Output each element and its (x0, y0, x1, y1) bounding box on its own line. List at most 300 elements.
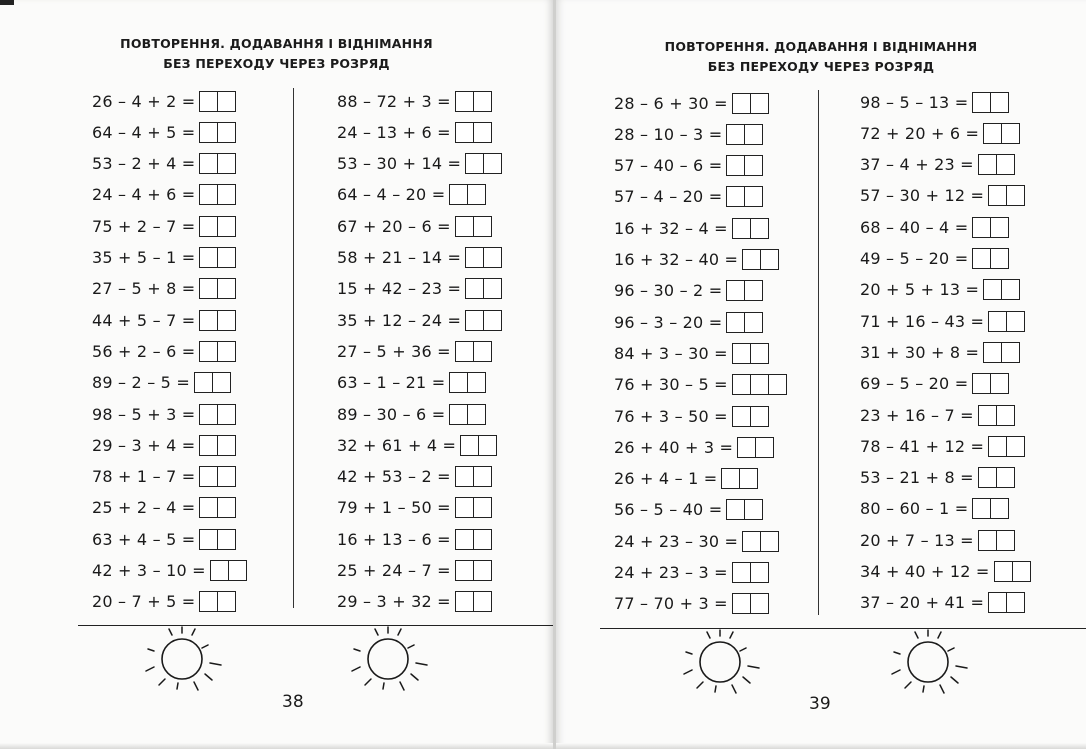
exercise-row (92, 434, 236, 456)
answer-digit-cell[interactable] (473, 123, 491, 142)
exercise-row (92, 466, 236, 488)
sun-icon (132, 625, 232, 705)
exercise-row (860, 561, 1031, 583)
title-line-2: БЕЗ ПЕРЕХОДУ ЧЕРЕЗ РОЗРЯД (163, 56, 390, 71)
answer-digit-cell[interactable] (738, 438, 755, 457)
exercise-row (860, 529, 1015, 551)
answer-digit-cell[interactable] (1006, 437, 1024, 456)
exercise-expression: 35 + 5 – 1 = (92, 248, 196, 267)
answer-digit-cell[interactable] (450, 405, 467, 424)
answer-digit-cell[interactable] (473, 467, 491, 486)
answer-box[interactable] (978, 405, 1015, 426)
exercise-expression: 64 – 4 + 5 = (92, 122, 196, 142)
exercise-expression: 57 – 40 – 6 = (614, 156, 723, 176)
answer-digit-cell[interactable] (1001, 343, 1019, 362)
exercise-row (860, 435, 1025, 457)
exercise-expression: 20 + 5 + 13 = (860, 280, 980, 300)
answer-box[interactable] (732, 374, 787, 395)
answer-digit-cell[interactable] (768, 375, 786, 394)
answer-digit-cell[interactable] (973, 218, 990, 237)
answer-box[interactable] (726, 280, 763, 301)
answer-box[interactable] (455, 466, 492, 487)
answer-box[interactable] (199, 404, 236, 425)
answer-digit-cell[interactable] (744, 125, 762, 144)
exercise-row (92, 121, 236, 143)
answer-digit-cell[interactable] (990, 218, 1008, 237)
answer-digit-cell[interactable] (217, 154, 235, 173)
answer-digit-cell[interactable] (727, 500, 744, 519)
answer-digit-cell[interactable] (483, 311, 501, 330)
title-line-2: БЕЗ ПЕРЕХОДУ ЧЕРЕЗ РОЗРЯД (707, 59, 935, 74)
answer-box[interactable] (726, 312, 763, 333)
answer-digit-cell[interactable] (200, 530, 217, 549)
answer-box[interactable] (199, 591, 236, 612)
answer-digit-cell[interactable] (722, 469, 739, 488)
answer-digit-cell[interactable] (450, 185, 467, 204)
exercise-row (614, 155, 763, 177)
answer-box[interactable] (983, 123, 1020, 144)
answer-digit-cell[interactable] (744, 156, 762, 175)
exercise-expression: 57 – 4 – 20 = (614, 187, 723, 207)
exercise-expression: 63 – 1 – 21 = (337, 373, 446, 393)
answer-digit-cell[interactable] (217, 123, 235, 142)
answer-digit-cell[interactable] (217, 217, 235, 236)
answer-digit-cell[interactable] (973, 249, 990, 268)
answer-box[interactable] (199, 216, 236, 237)
answer-digit-cell[interactable] (990, 499, 1008, 518)
exercise-row (860, 216, 1009, 238)
exercise-expression: 15 + 42 – 23 = (337, 279, 462, 299)
answer-digit-cell[interactable] (733, 344, 750, 363)
answer-box[interactable] (978, 154, 1015, 175)
answer-box[interactable] (972, 217, 1009, 238)
exercise-expression: 26 + 4 – 1 = (614, 469, 718, 489)
answer-digit-cell[interactable] (200, 123, 217, 142)
answer-digit-cell[interactable] (456, 123, 473, 142)
answer-digit-cell[interactable] (744, 500, 762, 519)
answer-digit-cell[interactable] (473, 217, 491, 236)
exercise-row (337, 90, 492, 112)
answer-digit-cell[interactable] (473, 561, 491, 580)
exercise-row (614, 311, 763, 333)
exercise-row (614, 499, 763, 521)
exercise-expression: 20 – 7 + 5 = (92, 592, 196, 612)
answer-box[interactable] (994, 561, 1031, 582)
answer-box[interactable] (742, 249, 779, 270)
exercise-row (860, 498, 1009, 520)
answer-digit-cell[interactable] (200, 217, 217, 236)
answer-box[interactable] (199, 247, 236, 268)
answer-digit-cell[interactable] (467, 373, 485, 392)
answer-box[interactable] (199, 529, 236, 550)
exercise-expression: 42 + 3 – 10 = (92, 561, 206, 580)
answer-box[interactable] (465, 278, 502, 299)
exercise-row (860, 310, 1025, 332)
exercise-row (92, 591, 236, 613)
answer-digit-cell[interactable] (984, 343, 1001, 362)
exercise-expression: 53 – 21 + 8 = (860, 468, 974, 488)
answer-box[interactable] (737, 437, 774, 458)
exercise-expression: 89 – 30 – 6 = (337, 404, 446, 424)
exercise-expression: 23 + 16 – 7 = (860, 405, 974, 425)
answer-box[interactable] (199, 153, 236, 174)
answer-digit-cell[interactable] (483, 248, 501, 267)
answer-digit-cell[interactable] (217, 498, 235, 517)
exercise-expression: 16 + 32 – 40 = (614, 250, 739, 269)
answer-digit-cell[interactable] (989, 437, 1006, 456)
answer-digit-cell[interactable] (456, 498, 473, 517)
answer-box[interactable] (455, 591, 492, 612)
answer-digit-cell[interactable] (217, 405, 235, 424)
answer-box[interactable] (199, 91, 236, 112)
answer-digit-cell[interactable] (743, 532, 760, 551)
answer-digit-cell[interactable] (979, 406, 996, 425)
exercise-row (92, 247, 236, 269)
exercise-expression: 29 – 3 + 4 = (92, 435, 196, 455)
exercise-row (614, 593, 769, 615)
answer-digit-cell[interactable] (217, 92, 235, 111)
answer-digit-cell[interactable] (200, 248, 217, 267)
exercise-expression: 24 – 4 + 6 = (92, 185, 196, 205)
answer-digit-cell[interactable] (217, 436, 235, 455)
answer-digit-cell[interactable] (456, 92, 473, 111)
exercise-expression: 53 – 30 + 14 = (337, 154, 462, 174)
answer-digit-cell[interactable] (467, 185, 485, 204)
answer-box[interactable] (449, 372, 486, 393)
answer-digit-cell[interactable] (456, 342, 473, 361)
answer-digit-cell[interactable] (1001, 124, 1019, 143)
answer-digit-cell[interactable] (973, 93, 990, 112)
answer-box[interactable] (449, 404, 486, 425)
answer-box[interactable] (455, 216, 492, 237)
exercise-expression: 96 – 3 – 20 = (614, 312, 723, 332)
exercise-row (860, 91, 1009, 113)
exercise-expression: 32 + 61 + 4 = (337, 435, 457, 455)
answer-digit-cell[interactable] (989, 312, 1006, 331)
answer-digit-cell[interactable] (750, 94, 768, 113)
answer-digit-cell[interactable] (995, 562, 1012, 581)
answer-digit-cell[interactable] (200, 185, 217, 204)
answer-box[interactable] (983, 279, 1020, 300)
answer-digit-cell[interactable] (483, 154, 501, 173)
exercise-row (860, 279, 1020, 301)
answer-digit-cell[interactable] (1006, 593, 1024, 612)
exercise-expression: 58 + 21 – 14 = (337, 248, 462, 267)
answer-box[interactable] (199, 341, 236, 362)
answer-box[interactable] (455, 497, 492, 518)
exercise-row (614, 468, 758, 490)
answer-digit-cell[interactable] (200, 92, 217, 111)
answer-digit-cell[interactable] (744, 187, 762, 206)
answer-box[interactable] (199, 278, 236, 299)
exercise-expression: 25 + 2 – 4 = (92, 498, 196, 518)
answer-digit-cell[interactable] (466, 154, 483, 173)
answer-box[interactable] (726, 155, 763, 176)
answer-digit-cell[interactable] (456, 530, 473, 549)
answer-box[interactable] (455, 341, 492, 362)
answer-box[interactable] (732, 593, 769, 614)
exercise-row (860, 185, 1025, 207)
answer-digit-cell[interactable] (200, 311, 217, 330)
answer-digit-cell[interactable] (727, 125, 744, 144)
answer-box[interactable] (972, 92, 1009, 113)
exercise-expression: 27 – 5 + 36 = (337, 341, 451, 361)
answer-digit-cell[interactable] (456, 467, 473, 486)
answer-box[interactable] (988, 592, 1025, 613)
page-number: 39 (809, 694, 831, 714)
answer-box[interactable] (988, 185, 1025, 206)
answer-digit-cell[interactable] (211, 561, 228, 580)
answer-box[interactable] (732, 343, 769, 364)
answer-digit-cell[interactable] (450, 373, 467, 392)
exercise-expression: 67 + 20 – 6 = (337, 216, 451, 236)
exercise-expression: 53 – 2 + 4 = (92, 154, 196, 174)
answer-digit-cell[interactable] (973, 374, 990, 393)
answer-digit-cell[interactable] (473, 498, 491, 517)
answer-box[interactable] (455, 91, 492, 112)
answer-box[interactable] (988, 436, 1025, 457)
answer-digit-cell[interactable] (217, 592, 235, 611)
answer-digit-cell[interactable] (473, 592, 491, 611)
answer-box[interactable] (449, 184, 486, 205)
answer-digit-cell[interactable] (750, 344, 768, 363)
answer-box[interactable] (726, 499, 763, 520)
exercise-expression: 24 + 23 – 3 = (614, 563, 728, 582)
exercise-row (860, 467, 1015, 489)
answer-digit-cell[interactable] (478, 436, 496, 455)
exercise-expression: 29 – 3 + 32 = (337, 592, 451, 612)
exercise-row (614, 92, 769, 114)
answer-digit-cell[interactable] (200, 498, 217, 517)
answer-box[interactable] (465, 153, 502, 174)
answer-box[interactable] (465, 310, 502, 331)
answer-digit-cell[interactable] (744, 281, 762, 300)
exercise-row (337, 215, 492, 237)
answer-box[interactable] (199, 497, 236, 518)
answer-digit-cell[interactable] (456, 561, 473, 580)
answer-digit-cell[interactable] (755, 438, 773, 457)
answer-digit-cell[interactable] (473, 342, 491, 361)
answer-digit-cell[interactable] (217, 279, 235, 298)
answer-box[interactable] (988, 311, 1025, 332)
answer-box[interactable] (210, 560, 247, 581)
exercise-row (337, 372, 486, 394)
exercise-row (614, 562, 769, 584)
exercise-row (860, 592, 1025, 614)
answer-digit-cell[interactable] (733, 563, 750, 582)
answer-digit-cell[interactable] (996, 468, 1014, 487)
answer-digit-cell[interactable] (979, 155, 996, 174)
exercise-row (614, 436, 774, 458)
exercise-expression: 44 + 5 – 7 = (92, 310, 196, 330)
answer-digit-cell[interactable] (200, 279, 217, 298)
answer-digit-cell[interactable] (466, 248, 483, 267)
exercise-expression: 72 + 20 + 6 = (860, 123, 980, 143)
answer-digit-cell[interactable] (456, 217, 473, 236)
answer-digit-cell[interactable] (743, 250, 760, 269)
answer-digit-cell[interactable] (456, 592, 473, 611)
answer-digit-cell[interactable] (1006, 186, 1024, 205)
exercise-expression: 96 – 30 – 2 = (614, 281, 723, 301)
answer-digit-cell[interactable] (1012, 562, 1030, 581)
answer-box[interactable] (721, 468, 758, 489)
exercise-expression: 24 + 23 – 30 = (614, 531, 739, 551)
answer-digit-cell[interactable] (466, 279, 483, 298)
answer-digit-cell[interactable] (760, 250, 778, 269)
exercise-expression: 84 + 3 – 30 = (614, 343, 728, 363)
answer-digit-cell[interactable] (996, 531, 1014, 550)
answer-digit-cell[interactable] (984, 124, 1001, 143)
answer-box[interactable] (455, 560, 492, 581)
exercise-row (614, 217, 769, 239)
answer-digit-cell[interactable] (733, 94, 750, 113)
exercise-row (614, 249, 779, 271)
answer-digit-cell[interactable] (996, 155, 1014, 174)
answer-digit-cell[interactable] (733, 594, 750, 613)
answer-digit-cell[interactable] (990, 249, 1008, 268)
answer-digit-cell[interactable] (200, 592, 217, 611)
answer-box[interactable] (978, 467, 1015, 488)
answer-digit-cell[interactable] (727, 156, 744, 175)
answer-digit-cell[interactable] (750, 594, 768, 613)
exercise-expression: 56 – 5 – 40 = (614, 500, 723, 520)
answer-digit-cell[interactable] (217, 342, 235, 361)
answer-digit-cell[interactable] (217, 530, 235, 549)
answer-digit-cell[interactable] (228, 561, 246, 580)
exercise-row (92, 340, 236, 362)
answer-digit-cell[interactable] (217, 311, 235, 330)
exercise-row (92, 215, 236, 237)
answer-box[interactable] (972, 498, 1009, 519)
answer-box[interactable] (972, 248, 1009, 269)
answer-digit-cell[interactable] (483, 279, 501, 298)
answer-digit-cell[interactable] (750, 219, 768, 238)
answer-box[interactable] (978, 530, 1015, 551)
answer-box[interactable] (726, 186, 763, 207)
answer-digit-cell[interactable] (200, 154, 217, 173)
answer-box[interactable] (972, 373, 1009, 394)
answer-digit-cell[interactable] (744, 313, 762, 332)
exercise-row (337, 434, 497, 456)
exercise-expression: 76 + 30 – 5 = (614, 375, 728, 395)
answer-digit-cell[interactable] (733, 219, 750, 238)
exercise-row (860, 122, 1020, 144)
answer-box[interactable] (983, 342, 1020, 363)
answer-digit-cell[interactable] (739, 469, 757, 488)
answer-box[interactable] (732, 562, 769, 583)
answer-digit-cell[interactable] (973, 499, 990, 518)
exercise-row (614, 280, 763, 302)
answer-digit-cell[interactable] (473, 530, 491, 549)
exercise-expression: 78 + 1 – 7 = (92, 467, 196, 487)
answer-digit-cell[interactable] (989, 186, 1006, 205)
answer-digit-cell[interactable] (979, 531, 996, 550)
answer-digit-cell[interactable] (760, 532, 778, 551)
sun-icon (670, 628, 770, 708)
answer-digit-cell[interactable] (979, 468, 996, 487)
answer-digit-cell[interactable] (989, 593, 1006, 612)
answer-box[interactable] (199, 310, 236, 331)
exercise-row (614, 342, 769, 364)
exercise-expression: 79 + 1 – 50 = (337, 498, 451, 518)
answer-digit-cell[interactable] (1006, 312, 1024, 331)
answer-digit-cell[interactable] (727, 187, 744, 206)
answer-digit-cell[interactable] (733, 375, 750, 394)
answer-box[interactable] (732, 93, 769, 114)
exercise-expression: 26 – 4 + 2 = (92, 91, 196, 111)
answer-box[interactable] (455, 122, 492, 143)
answer-digit-cell[interactable] (990, 93, 1008, 112)
sun-icon (338, 625, 438, 705)
exercise-row (337, 184, 486, 206)
answer-digit-cell[interactable] (750, 375, 768, 394)
column-divider (293, 88, 294, 608)
answer-digit-cell[interactable] (200, 436, 217, 455)
answer-digit-cell[interactable] (466, 311, 483, 330)
answer-digit-cell[interactable] (473, 92, 491, 111)
answer-digit-cell[interactable] (212, 373, 230, 392)
exercise-row (337, 153, 502, 175)
exercise-expression: 89 – 2 – 5 = (92, 373, 190, 393)
answer-box[interactable] (199, 435, 236, 456)
answer-digit-cell[interactable] (200, 405, 217, 424)
answer-box[interactable] (199, 122, 236, 143)
answer-digit-cell[interactable] (990, 374, 1008, 393)
answer-box[interactable] (465, 247, 502, 268)
exercise-row (337, 247, 502, 269)
exercise-expression: 98 – 5 + 3 = (92, 404, 196, 424)
answer-digit-cell[interactable] (750, 407, 768, 426)
answer-digit-cell[interactable] (217, 248, 235, 267)
answer-digit-cell[interactable] (750, 563, 768, 582)
exercise-expression: 25 + 24 – 7 = (337, 561, 451, 580)
column-divider (818, 90, 819, 615)
answer-digit-cell[interactable] (200, 467, 217, 486)
answer-digit-cell[interactable] (195, 373, 212, 392)
exercise-expression: 64 – 4 – 20 = (337, 185, 446, 205)
exercise-expression: 88 – 72 + 3 = (337, 91, 451, 111)
answer-digit-cell[interactable] (217, 185, 235, 204)
exercise-expression: 37 – 20 + 41 = (860, 593, 985, 613)
answer-digit-cell[interactable] (727, 281, 744, 300)
answer-digit-cell[interactable] (217, 467, 235, 486)
exercise-row (92, 528, 236, 550)
answer-digit-cell[interactable] (467, 405, 485, 424)
exercise-row (337, 466, 492, 488)
answer-box[interactable] (732, 406, 769, 427)
answer-digit-cell[interactable] (200, 342, 217, 361)
exercise-row (92, 497, 236, 519)
answer-box[interactable] (199, 184, 236, 205)
answer-digit-cell[interactable] (733, 407, 750, 426)
answer-box[interactable] (194, 372, 231, 393)
title-line-1: ПОВТОРЕННЯ. ДОДАВАННЯ І ВІДНІМАННЯ (120, 36, 433, 51)
answer-box[interactable] (455, 529, 492, 550)
answer-box[interactable] (732, 218, 769, 239)
answer-digit-cell[interactable] (461, 436, 478, 455)
page-title (0, 34, 553, 74)
exercise-row (92, 90, 236, 112)
answer-box[interactable] (460, 435, 497, 456)
answer-digit-cell[interactable] (984, 280, 1001, 299)
answer-digit-cell[interactable] (1001, 280, 1019, 299)
answer-digit-cell[interactable] (996, 406, 1014, 425)
answer-box[interactable] (742, 531, 779, 552)
answer-box[interactable] (199, 466, 236, 487)
answer-box[interactable] (726, 124, 763, 145)
exercise-row (92, 372, 231, 394)
answer-digit-cell[interactable] (727, 313, 744, 332)
